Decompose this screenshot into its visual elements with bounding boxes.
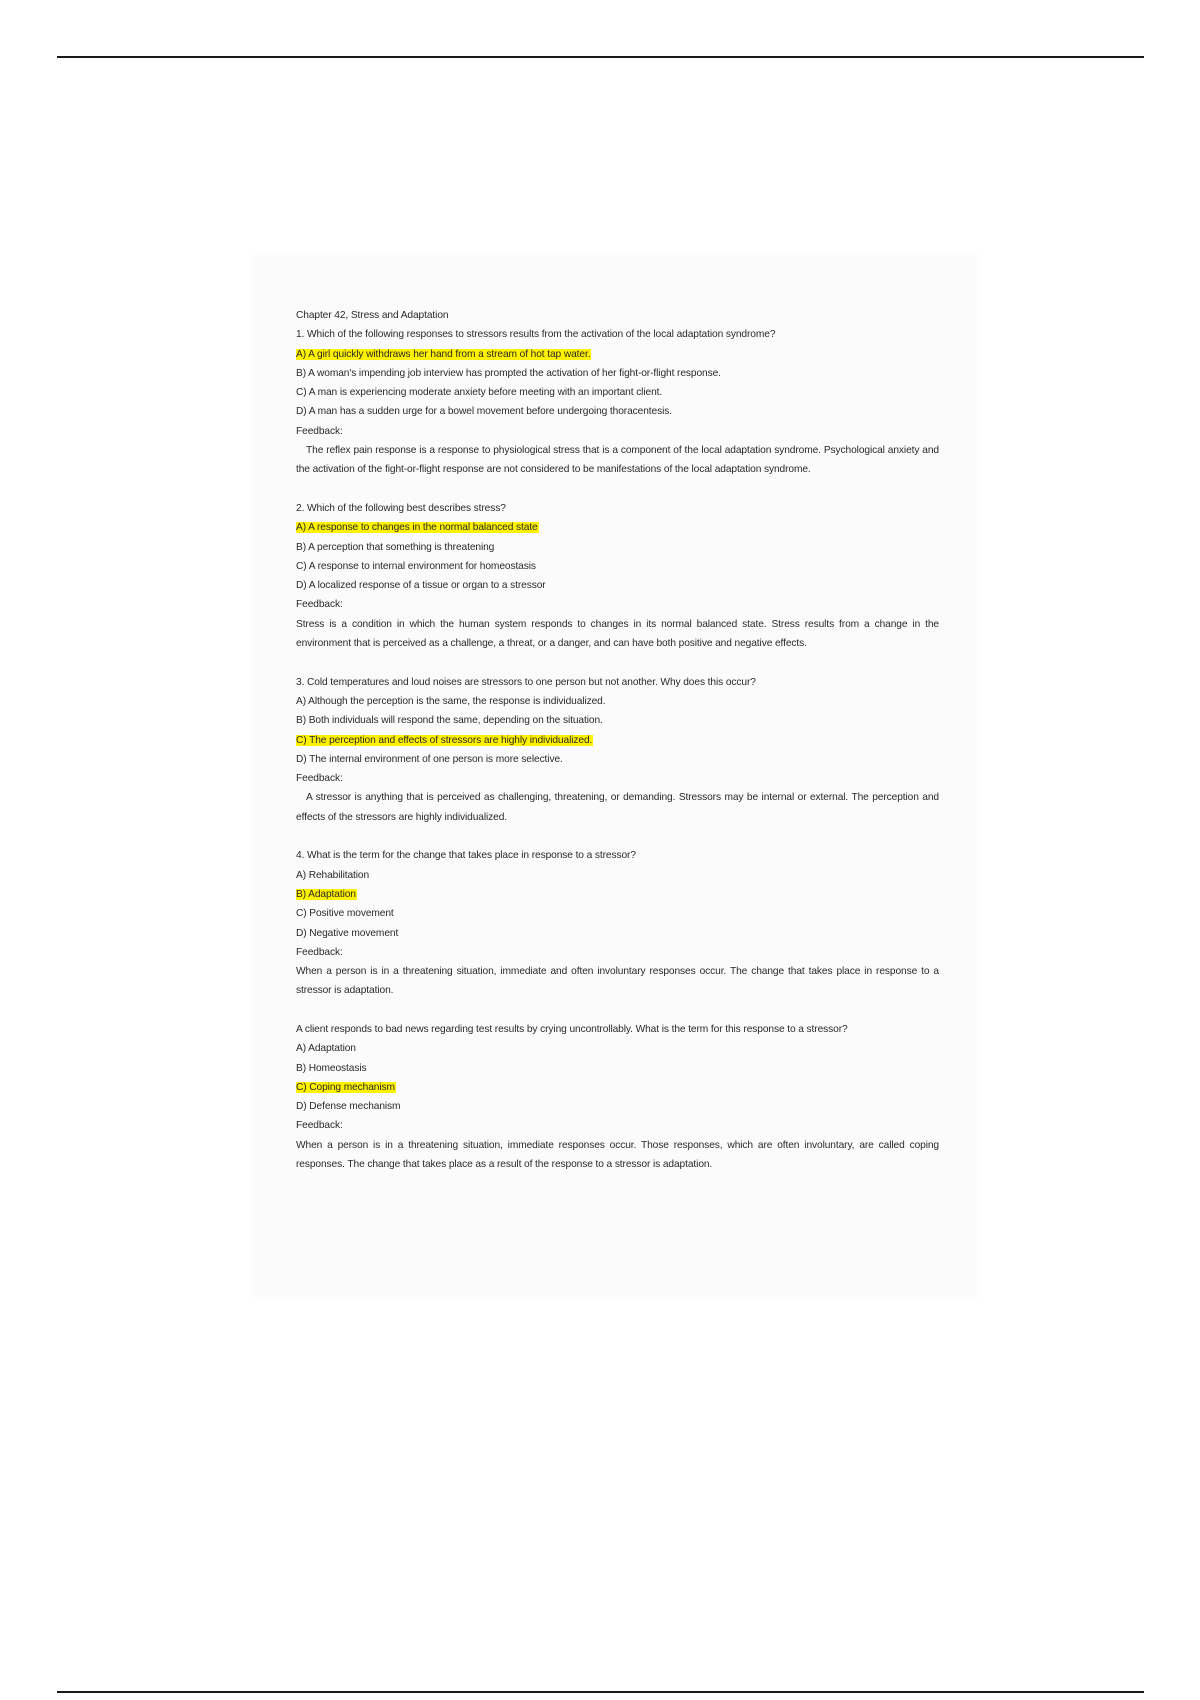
question-block-1 [296,325,939,479]
option-a: A) Although the perception is the same, the response is individualized. [296,695,606,707]
question-text: 3. Cold temperatures and loud noises are stressors to one person but not another. Why does this occur? [296,676,756,688]
feedback-text: When a person is in a threatening situation, immediate and often involuntary responses occur. The change that takes place in response to a stressor is adaptation. [296,966,939,997]
document-page-image [255,258,975,1293]
feedback-text: When a person is in a threatening situation, immediate responses occur. Those responses, which are often involuntary, are called coping responses. The change that takes place as a result of the response to a stressor is adaptation. [296,1139,939,1171]
option-c [296,731,939,750]
feedback-text: The reflex pain response is a response to physiological stress that is a component of the local adaptation syndrome. Psychological anxiety and the activation of the fight-or-flight response are not considered to be manifestations of the local adaptation syndrome. [296,445,939,476]
option-b: B) Homeostasis [296,1062,367,1074]
feedback-text: Stress is a condition in which the human system responds to changes in its normal balanced state. Stress results from a change in the environment that is perceived as a challenge, a threat, or a danger, and can have both positive and negative effects. [296,618,939,650]
highlighted-answer: A) A girl quickly withdraws her hand from a stream of hot tap water. [296,348,591,360]
option-b: B) A woman's impending job interview has prompted the activation of her fight-or-flight response. [296,367,721,379]
option-d: D) Negative movement [296,927,399,939]
option-c: C) Positive movement [296,908,394,920]
feedback-text: A stressor is anything that is perceived as challenging, threatening, or demanding. Stressors may be internal or external. The perception and effects of the stressors are highly individualized. [296,792,939,823]
option-c: C) A response to internal environment for homeostasis [296,560,536,572]
highlighted-answer: C) Coping mechanism [296,1081,395,1093]
highlighted-answer: B) Adaptation [296,888,356,900]
question-block-5 [296,1020,939,1174]
option-b [296,885,939,904]
document-content [296,306,939,1174]
option-d: D) Defense mechanism [296,1101,401,1113]
highlighted-answer: A) A response to changes in the normal balanced state [296,522,538,534]
question-block-2 [296,499,939,653]
feedback-label: Feedback: [296,425,343,437]
feedback-label: Feedback: [296,946,343,958]
option-d: D) A localized response of a tissue or organ to a stressor [296,580,546,592]
feedback-label: Feedback: [296,1120,343,1132]
option-a: A) Adaptation [296,1043,356,1055]
question-block-4 [296,846,939,1000]
option-a: A) Rehabilitation [296,869,370,881]
question-block-3 [296,673,939,827]
feedback-label: Feedback: [296,599,343,611]
option-a [296,345,939,364]
bottom-rule [57,1691,1144,1693]
highlighted-answer: C) The perception and effects of stressors are highly individualized. [296,734,593,746]
feedback-label: Feedback: [296,773,343,785]
option-c [296,1078,939,1097]
option-d: D) The internal environment of one person is more selective. [296,753,563,765]
option-a [296,518,939,537]
option-c: C) A man is experiencing moderate anxiety before meeting with an important client. [296,387,663,399]
question-text: 4. What is the term for the change that takes place in response to a stressor? [296,850,636,862]
question-text: A client responds to bad news regarding test results by crying uncontrollably. What is the term for this response to a stressor? [296,1023,848,1035]
top-rule [57,56,1144,58]
question-text: 1. Which of the following responses to stressors results from the activation of the local adaptation syndrome? [296,329,776,341]
option-b: B) Both individuals will respond the same, depending on the situation. [296,715,603,727]
option-d: D) A man has a sudden urge for a bowel movement before undergoing thoracentesis. [296,406,672,418]
option-b: B) A perception that something is threatening [296,541,495,553]
chapter-title: Chapter 42, Stress and Adaptation [296,310,449,321]
question-text: 2. Which of the following best describes stress? [296,502,506,514]
